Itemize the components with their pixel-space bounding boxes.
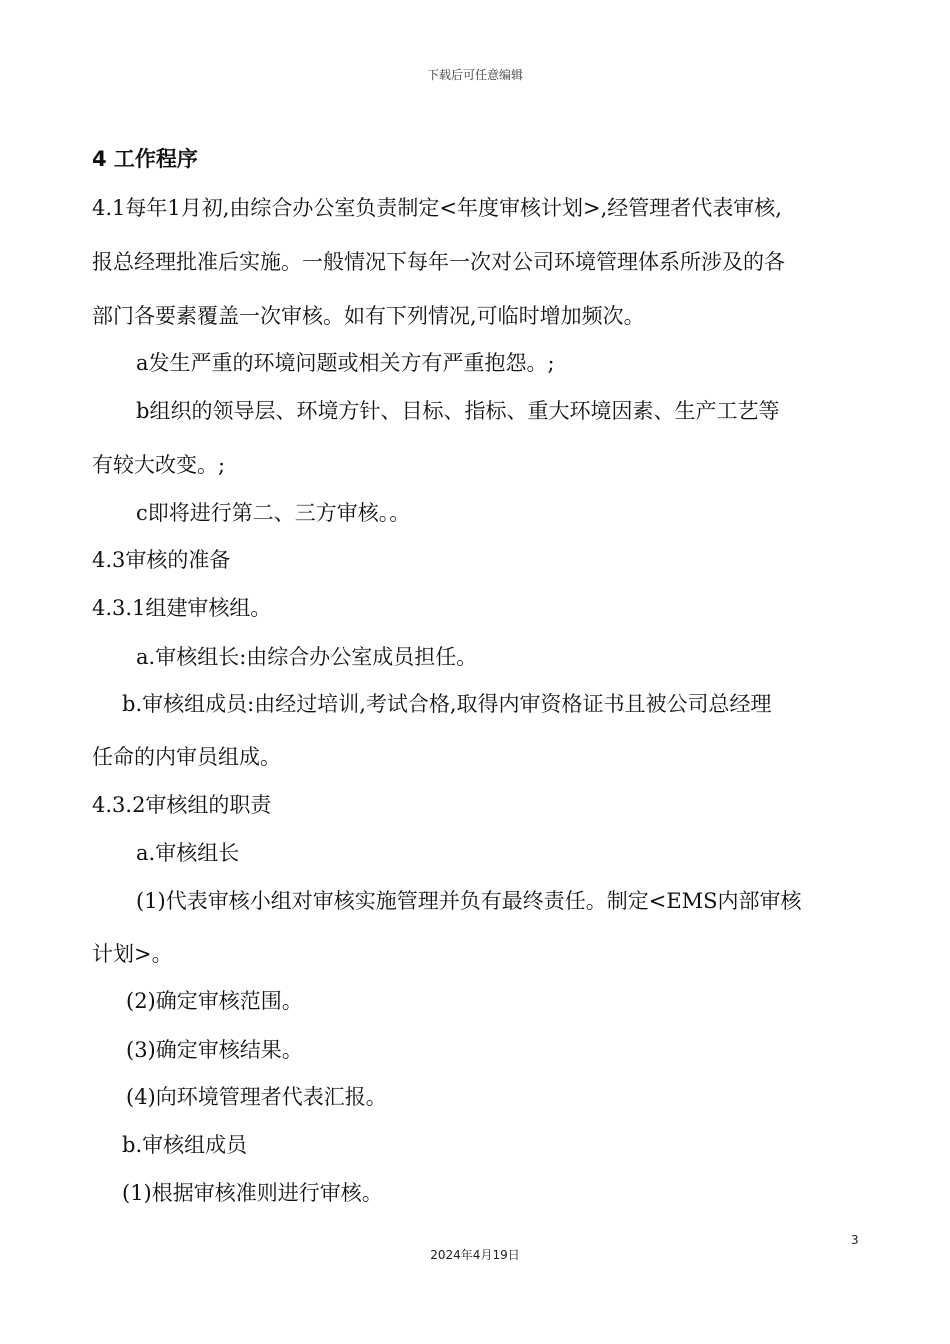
- section-title: 4 工作程序: [92, 147, 198, 171]
- body-line: 任命的内审员组成。: [92, 745, 281, 769]
- list-item-b: b组织的领导层、环境方针、目标、指标、重大环境因素、生产工艺等: [136, 399, 780, 423]
- subsection-title: 4.3.1组建审核组。: [92, 596, 272, 620]
- list-item: b.审核组成员: [122, 1133, 248, 1157]
- list-item: (2)确定审核范围。: [126, 989, 303, 1013]
- list-item-c: c即将进行第二、三方审核。。: [136, 501, 411, 525]
- list-item: (3)确定审核结果。: [126, 1038, 303, 1062]
- page-number: 3: [851, 1233, 859, 1247]
- body-line: 4.1每年1月初,由综合办公室负责制定<年度审核计划>,经管理者代表审核,: [92, 196, 782, 220]
- list-item: a.审核组长:由综合办公室成员担任。: [136, 645, 478, 669]
- body-line: 部门各要素覆盖一次审核。如有下列情况,可临时增加频次。: [92, 304, 645, 328]
- list-item: (1)根据审核准则进行审核。: [122, 1181, 383, 1205]
- list-item: a.审核组长: [136, 841, 240, 865]
- list-item: (1)代表审核小组对审核实施管理并负有最终责任。制定<EMS内部审核: [136, 889, 802, 913]
- subsection-title: 4.3审核的准备: [92, 548, 231, 572]
- body-line: 计划>。: [92, 942, 173, 966]
- body-line: 有较大改变。;: [92, 453, 226, 477]
- body-line: 报总经理批准后实施。一般情况下每年一次对公司环境管理体系所涉及的各: [92, 250, 785, 274]
- page-header: 下载后可任意编辑: [426, 68, 523, 82]
- footer-date: 2024年4月19日: [430, 1248, 520, 1262]
- list-item: b.审核组成员:由经过培训,考试合格,取得内审资格证书且被公司总经理: [122, 692, 772, 716]
- list-item-a: a发生严重的环境问题或相关方有严重抱怨。;: [136, 351, 555, 375]
- subsection-title: 4.3.2审核组的职责: [92, 793, 272, 817]
- list-item: (4)向环境管理者代表汇报。: [126, 1085, 387, 1109]
